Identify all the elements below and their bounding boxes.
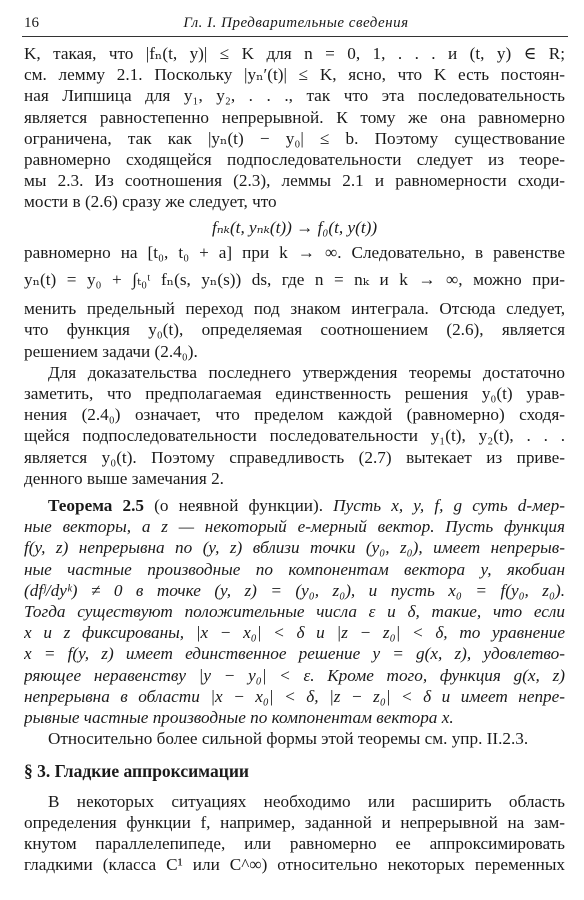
theorem-line: ряющее неравенству |y − y₀| < ε. Кроме того, функция g(x, z) — [24, 665, 565, 685]
theorem-line: Тогда существуют положительные числа ε и δ, такие, что если — [24, 602, 565, 621]
theorem-line: ные частные производные по компонентам вектора y, якобиан — [24, 559, 565, 579]
text-line: ная Липшица для y₁, y₂, . . ., так что эта последовательность — [24, 86, 565, 106]
text-line: кнутом параллелепипеде, или равномерно ее аппроксимировать — [24, 834, 565, 853]
text-line: мости в (2.6) сразу же следует, что — [24, 192, 277, 212]
text-line: равномерно сходящейся подпоследовательности следует из теоре- — [24, 150, 565, 169]
text-line: гладкими (класса C¹ или C^∞) относительно некоторых переменных — [24, 855, 565, 875]
section-heading: § 3. Гладкие аппроксимации — [24, 761, 249, 782]
theorem-line: x и z фиксированы, |x − x₀| < δ и |z − z₀| < δ, то уравнение — [24, 623, 565, 643]
running-header — [24, 12, 568, 34]
page-number: 16 — [24, 15, 39, 31]
text-line: решением задачи (2.4₀). — [24, 341, 198, 361]
theorem-line: непрерывна в области |x − x₀| < δ, |z − z₀| < δ и имеет непре- — [24, 686, 565, 706]
theorem-label: Теорема 2.5 — [48, 496, 145, 515]
header-rule — [22, 36, 568, 37]
text-line: ограничена, так как |yₙ(t) − y₀| ≤ b. Поэтому существование — [24, 128, 565, 148]
theorem-first-line — [48, 496, 565, 516]
text-line: определения функции f, например, заданной и непрерывной на зам- — [24, 812, 565, 832]
theorem-lead: (о неявной функции). — [144, 496, 334, 515]
text-line: K, такая, что |fₙ(t, y)| ≤ K для n = 0, 1, . . . и (t, y) ∈ R; — [24, 44, 565, 63]
running-title: Гл. I. Предварительные сведения — [183, 15, 409, 31]
text-line: заметить, что предполагаемая единственность решения y₀(t) урав- — [24, 384, 565, 403]
theorem-line: (dfʲ/dyᵏ) ≠ 0 в точке (y, z) = (y₀, z₀), и пусть x₀ = f(y₀, z₀). — [24, 580, 565, 600]
theorem-line: f(y, z) непрерывна по (y, z) вблизи точки (y₀, z₀), имеет непрерыв- — [24, 538, 565, 558]
theorem-line: ные векторы, а z — некоторый e-мерный вектор. Пусть функция — [24, 517, 565, 537]
text-line: см. лемму 2.1. Поскольку |yₙ′(t)| ≤ K, ясно, что K есть постоян- — [24, 65, 565, 85]
theorem-line: x = f(y, z) имеет единственное решение y = g(x, z), удовлетво- — [24, 644, 565, 664]
text-line: нения (2.4₀) означает, что пределом каждой (равномерно) сходя- — [24, 405, 565, 425]
text-line: щейся подпоследовательности последовательности y₁(t), y₂(t), . . . — [24, 426, 565, 446]
text-line: менить предельный переход под знаком интеграла. Отсюда следует, — [24, 299, 565, 319]
text-line: Для доказательства последнего утверждения теоремы достаточно — [48, 362, 565, 382]
text-line: что функция y₀(t), определяемая соотношением (2.6), является — [24, 320, 565, 340]
theorem-line: рывные частные производные по компонентам вектора x. — [24, 708, 454, 727]
text-line: В некоторых ситуациях необходимо или расширить область — [48, 791, 565, 811]
text-line: денного выше замечания 2. — [24, 468, 224, 488]
theorem-text: Пусть x, y, f, g суть d-мер- — [333, 496, 565, 515]
integral-line: yₙ(t) = y₀ + ∫ₜ₀ᵗ fₙ(s, yₙ(s)) ds, где n = nₖ и k → ∞, можно при- — [24, 270, 565, 289]
text-line: равномерно на [t₀, t₀ + a] при k → ∞. Следовательно, в равенстве — [24, 242, 565, 262]
text-line: является y₀(t). Поэтому справедливость (2.7) вытекает из приве- — [24, 447, 565, 467]
text-line: является равностепенно непрерывной. К тому же она равномерно — [24, 107, 565, 127]
display-formula: fₙₖ(t, yₙₖ(t)) → f₀(t, y(t)) — [211, 217, 378, 237]
text-line: мы 2.3. Из соотношения (2.3), леммы 2.1 и равномерности сходи- — [24, 171, 565, 191]
text-line: Относительно более сильной формы этой теоремы см. упр. II.2.3. — [48, 729, 529, 749]
